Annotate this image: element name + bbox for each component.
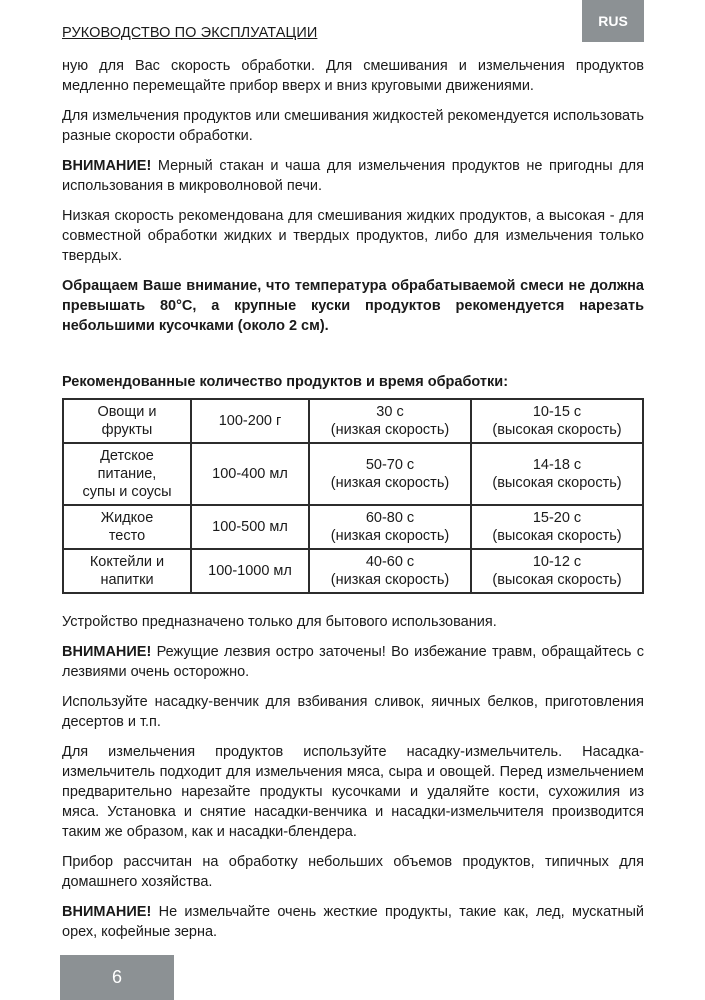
table-cell-product: Овощи и фрукты — [63, 399, 191, 443]
table-cell-amount: 100-200 г — [191, 399, 309, 443]
table-cell-low-speed: 60-80 с (низкая скорость) — [309, 505, 471, 549]
warning-label: ВНИМАНИЕ! — [62, 644, 152, 660]
table-cell-high-speed: 10-15 с (высокая скорость) — [471, 399, 643, 443]
table-cell-high-speed: 10-12 с (высокая скорость) — [471, 549, 643, 593]
table-cell-product: Детское питание, супы и соусы — [63, 443, 191, 505]
warning-text: Мерный стакан и чаша для измельчения продуктов не пригодны для использования в микроволновой печи. — [62, 158, 644, 194]
table-row — [63, 549, 643, 593]
warning-label: ВНИМАНИЕ! — [62, 158, 152, 174]
warning-label: ВНИМАНИЕ! — [62, 904, 152, 920]
warning-paragraph — [62, 642, 644, 682]
paragraph: Прибор рассчитан на обработку небольших объемов продуктов, типичных для домашнего хозяйства. — [62, 854, 644, 890]
temperature-notice: Обращаем Ваше внимание, что температура обрабатываемой смеси не должна превышать 80°С, а крупные куски продуктов рекомендуется нарезать небольшими кусочками (около 2 см). — [62, 278, 644, 334]
table-cell-amount: 100-400 мл — [191, 443, 309, 505]
manual-content — [62, 56, 644, 952]
page-number: 6 — [60, 955, 174, 1000]
table-cell-high-speed: 15-20 с (высокая скорость) — [471, 505, 643, 549]
warning-text: Режущие лезвия остро заточены! Во избежание травм, обращайтесь с лезвиями очень осторожно. — [62, 644, 644, 680]
warning-text: Не измельчайте очень жесткие продукты, такие как, лед, мускатный орех, кофейные зерна. — [62, 904, 644, 940]
warning-paragraph — [62, 902, 644, 942]
table-cell-amount: 100-500 мл — [191, 505, 309, 549]
page-header-title: РУКОВОДСТВО ПО ЭКСПЛУАТАЦИИ — [62, 25, 318, 41]
table-cell-product: Жидкое тесто — [63, 505, 191, 549]
table-row — [63, 505, 643, 549]
paragraph: Для измельчения продуктов или смешивания жидкостей рекомендуется использовать разные скорости обработки. — [62, 108, 644, 144]
table-cell-low-speed: 30 с (низкая скорость) — [309, 399, 471, 443]
recommendation-table — [62, 398, 644, 594]
paragraph: ную для Вас скорость обработки. Для смешивания и измельчения продуктов медленно перемещайте прибор вверх и вниз круговыми движениями. — [62, 58, 644, 94]
warning-paragraph — [62, 156, 644, 196]
table-cell-low-speed: 50-70 с (низкая скорость) — [309, 443, 471, 505]
language-badge: RUS — [582, 0, 644, 42]
paragraph: Устройство предназначено только для бытового использования. — [62, 614, 497, 630]
table-cell-low-speed: 40-60 с (низкая скорость) — [309, 549, 471, 593]
table-cell-high-speed: 14-18 с (высокая скорость) — [471, 443, 643, 505]
table-title: Рекомендованные количество продуктов и время обработки: — [62, 374, 509, 390]
table-row — [63, 399, 643, 443]
paragraph: Используйте насадку-венчик для взбивания сливок, яичных белков, приготовления десертов и т.п. — [62, 694, 644, 730]
table-cell-product: Коктейли и напитки — [63, 549, 191, 593]
paragraph: Для измельчения продуктов используйте насадку-измельчитель. Насадка-измельчитель подходит для измельчения мяса, сыра и овощей. Перед измельчением предварительно нарезайте продукты кусочками и удаляйте кости, сухожилия из мяса. Установка и снятие насадки-венчика и насадки-измельчителя производится таким же образом, как и насадки-блендера. — [62, 744, 644, 840]
table-cell-amount: 100-1000 мл — [191, 549, 309, 593]
paragraph: Низкая скорость рекомендована для смешивания жидких продуктов, а высокая - для совместной обработки жидких и твердых продуктов, либо для измельчения только твердых. — [62, 208, 644, 264]
table-row — [63, 443, 643, 505]
